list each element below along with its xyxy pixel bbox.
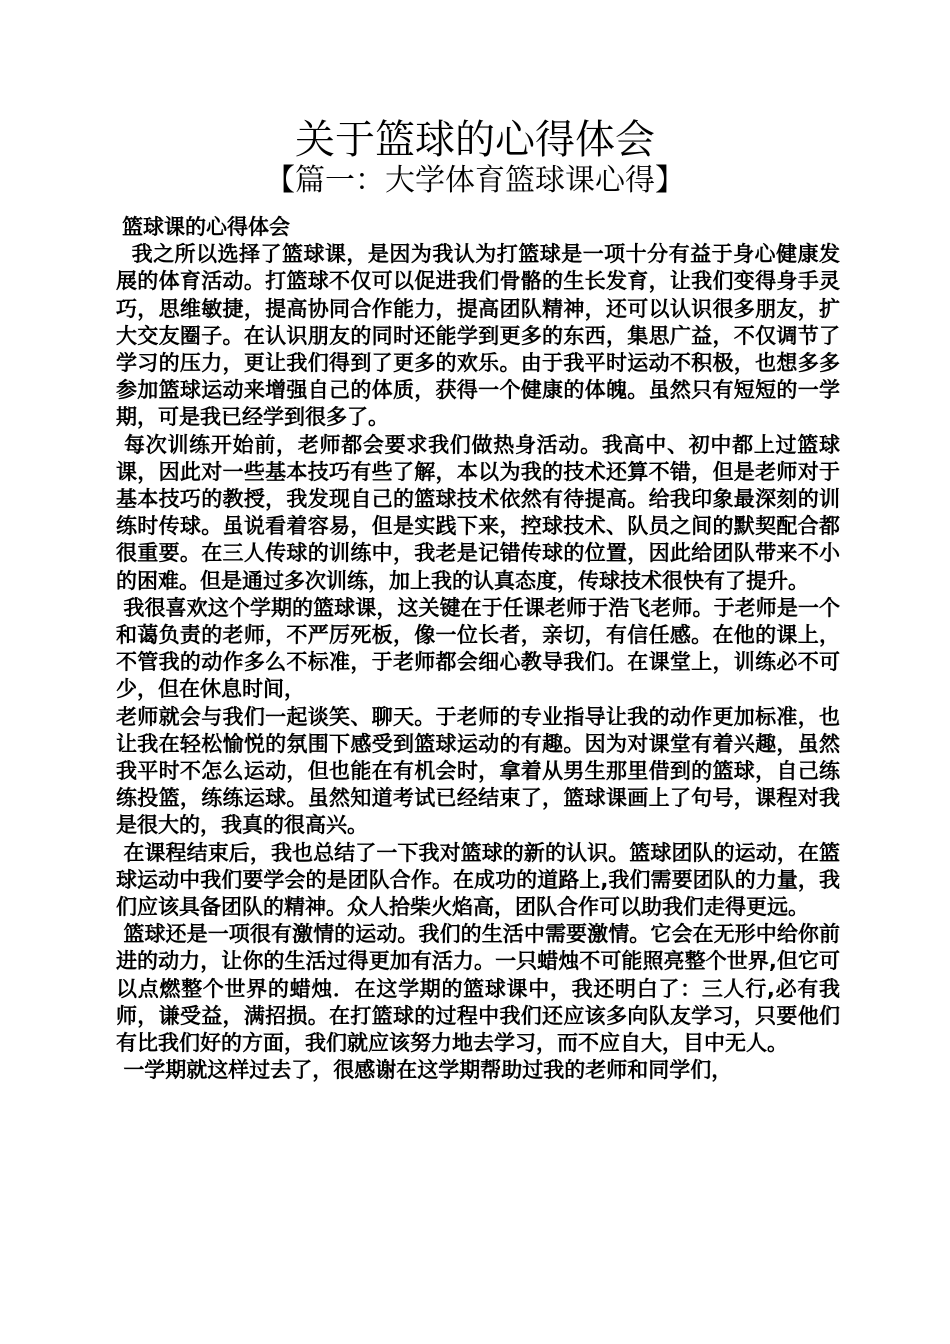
document-title: 关于篮球的心得体会	[295, 117, 655, 163]
document-subtitle: 【篇一：大学体育篮球课心得】	[265, 163, 685, 198]
body-paragraph-2: 每次训练开始前，老师都会要求我们做热身活动。我高中、初中都上过篮球课，因此对一些基本技巧有些了解，本以为我的技术还算不错，但是老师对于基本技巧的教授，我发现自己的篮球技术依然有待提高。给我印象最深刻的训练时传球。虽说看着容易，但是实践下来，控球技术、队员之间的默契配合都很重要。在三人传球的训练中，我老是记错传球的位置，因此给团队带来不小的困难。但是通过多次训练，加上我的认真态度，传球技术很快有了提升。	[116, 432, 840, 593]
body-paragraph-1: 我之所以选择了篮球课，是因为我认为打篮球是一项十分有益于身心健康发展的体育活动。打篮球不仅可以促进我们骨骼的生长发育，让我们变得身手灵巧，思维敏捷，提高协同合作能力，提高团队精神，还可以认识很多朋友，扩大交友圈子。在认识朋友的同时还能学到更多的东西，集思广益，不仅调节了学习的压力，更让我们得到了更多的欢乐。由于我平时运动不积极，也想多多参加篮球运动来增强自己的体质，获得一个健康的体魄。虽然只有短短的一学期，可是我已经学到很多了。	[116, 242, 841, 430]
body-paragraph-6: 篮球还是一项很有激情的运动。我们的生活中需要激情。它会在无形中给你前进的动力，让你的生活过得更加有活力。一只蜡烛不可能照亮整个世界,但它可以点燃整个世界的蜡烛．在这学期的篮球课中，我还明白了：三人行,必有我师，谦受益，满招损。在打篮球的过程中我们还应该多向队友学习，只要他们有比我们好的方面，我们就应该努力地去学习，而不应自大，目中无人。	[116, 922, 840, 1056]
body-paragraph-5: 在课程结束后，我也总结了一下我对篮球的新的认识。篮球团队的运动，在篮球运动中我们要学会的是团队合作。在成功的道路上,我们需要团队的力量，我们应该具备团队的精神。众人拾柴火焰高，团队合作可以助我们走得更远。	[116, 840, 840, 920]
document-body	[116, 214, 840, 1085]
body-paragraph-7: 一学期就这样过去了，很感谢在这学期帮助过我的老师和同学们，	[116, 1058, 733, 1083]
body-paragraph-4: 老师就会与我们一起谈笑、聊天。于老师的专业指导让我的动作更加标准，也让我在轻松愉悦的氛围下感受到篮球运动的有趣。因为对课堂有着兴趣，虽然我平时不怎么运动，但也能在有机会时，拿着从男生那里借到的篮球，自己练练投篮，练练运球。虽然知道考试已经结束了，篮球课画上了句号，课程对我是很大的，我真的很高兴。	[116, 704, 840, 838]
body-paragraph-3: 我很喜欢这个学期的篮球课，这关键在于任课老师于浩飞老师。于老师是一个和蔼负责的老师，不严厉死板，像一位长者，亲切，有信任感。在他的课上，不管我的动作多么不标准，于老师都会细心教导我们。在课堂上，训练必不可少，但在休息时间，	[116, 595, 840, 702]
section-heading: 篮球课的心得体会	[122, 215, 290, 239]
